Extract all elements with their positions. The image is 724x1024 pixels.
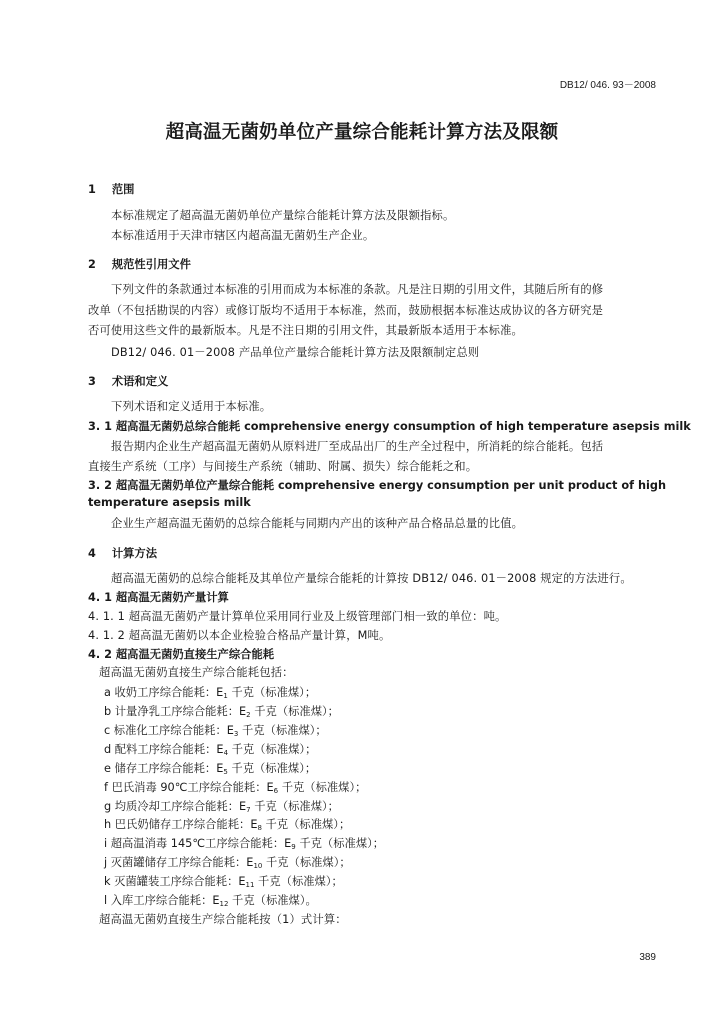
paragraph-line: 下列文件的条款通过本标准的引用而成为本标准的条款。凡是注日期的引用文件，其随后所有的修: [111, 283, 604, 296]
subsection-4-2: 4. 2 超高温无菌奶直接生产综合能耗: [88, 648, 275, 661]
paragraph-line: 本标准适用于天津市辖区内超高温无菌奶生产企业。: [111, 229, 375, 242]
paragraph-line: 直接生产系统（工序）与间接生产系统（辅助、附属、损失）综合能耗之和。: [88, 460, 478, 473]
section-number: 1: [88, 183, 96, 196]
section-title: 规范性引用文件: [111, 258, 191, 271]
list-item: a 收奶工序综合能耗：E1 千克（标准煤）；: [104, 686, 317, 700]
subsection-4-1-2: 4. 1. 2 超高温无菌奶以本企业检验合格品产量计算，M吨。: [88, 629, 391, 642]
term-3-1-heading: 3. 1 超高温无菌奶总综合能耗 comprehensive energy consumption of high temperature asepsis milk: [88, 420, 691, 433]
section-1-heading: [88, 181, 134, 197]
list-item: l 入库工序综合能耗：E12 千克（标准煤）。: [104, 894, 317, 908]
list-item: b 计量净乳工序综合能耗：E2 千克（标准煤）；: [104, 705, 339, 719]
list-item: k 灭菌罐装工序综合能耗：E11 千克（标准煤）；: [104, 875, 343, 889]
section-number: 2: [88, 258, 96, 271]
section-2-heading: [88, 256, 191, 272]
subsection-4-1: 4. 1 超高温无菌奶产量计算: [88, 591, 229, 604]
document-title: 超高温无菌奶单位产量综合能耗计算方法及限额: [165, 122, 559, 143]
list-item: h 巴氏奶储存工序综合能耗：E8 千克（标准煤）；: [104, 818, 351, 832]
paragraph-line: 超高温无菌奶的总综合能耗及其单位产量综合能耗的计算按 DB12/ 046. 01－2008 规定的方法进行。: [111, 572, 632, 585]
paragraph-line: 改单（不包括勘误的内容）或修订版均不适用于本标准，然而，鼓励根据本标准达成协议的各方研究是: [88, 304, 604, 317]
list-item: i 超高温消毒 145℃工序综合能耗：E9 千克（标准煤）；: [104, 837, 385, 851]
paragraph-line: 超高温无菌奶直接生产综合能耗包括：: [99, 666, 294, 679]
list-item: e 储存工序综合能耗：E5 千克（标准煤）；: [104, 762, 317, 776]
paragraph-line: 超高温无菌奶直接生产综合能耗按（1）式计算：: [99, 913, 347, 926]
term-3-2-heading: 3. 2 超高温无菌奶单位产量综合能耗 comprehensive energy consumption per unit product of high: [88, 479, 667, 492]
paragraph-line: 否可使用这些文件的最新版本。凡是不注日期的引用文件，其最新版本适用于本标准。: [88, 324, 523, 337]
section-3-heading: [88, 373, 168, 389]
section-4-heading: [88, 545, 157, 561]
normative-reference: DB12/ 046. 01－2008 产品单位产量综合能耗计算方法及限额制定总则: [111, 346, 480, 359]
list-item: f 巴氏消毒 90℃工序综合能耗：E6 千克（标准煤）；: [104, 781, 367, 795]
section-title: 术语和定义: [111, 375, 169, 388]
section-number: 3: [88, 375, 96, 388]
page-number: 389: [639, 952, 656, 963]
list-item: j 灭菌罐储存工序综合能耗：E10 千克（标准煤）；: [104, 856, 351, 870]
paragraph-line: 报告期内企业生产超高温无菌奶从原料进厂至成品出厂的生产全过程中，所消耗的综合能耗。包括: [111, 440, 604, 453]
paragraph-line: 企业生产超高温无菌奶的总综合能耗与同期内产出的该种产品合格品总量的比值。: [111, 517, 524, 530]
paragraph-line: 下列术语和定义适用于本标准。: [111, 400, 272, 413]
section-title: 计算方法: [111, 547, 158, 560]
paragraph-line: 本标准规定了超高温无菌奶单位产量综合能耗计算方法及限额指标。: [111, 209, 455, 222]
list-item: d 配料工序综合能耗：E4 千克（标准煤）；: [104, 743, 317, 757]
list-item: c 标准化工序综合能耗：E3 千克（标准煤）；: [104, 724, 327, 738]
list-item: g 均质冷却工序综合能耗：E7 千克（标准煤）；: [104, 800, 339, 814]
term-3-2-heading-cont: temperature asepsis milk: [88, 496, 251, 509]
standard-code: DB12/ 046. 93－2008: [559, 80, 656, 91]
section-number: 4: [88, 547, 96, 560]
subsection-4-1-1: 4. 1. 1 超高温无菌奶产量计算单位采用同行业及上级管理部门相一致的单位：吨。: [88, 610, 507, 623]
section-title: 范围: [111, 183, 135, 196]
